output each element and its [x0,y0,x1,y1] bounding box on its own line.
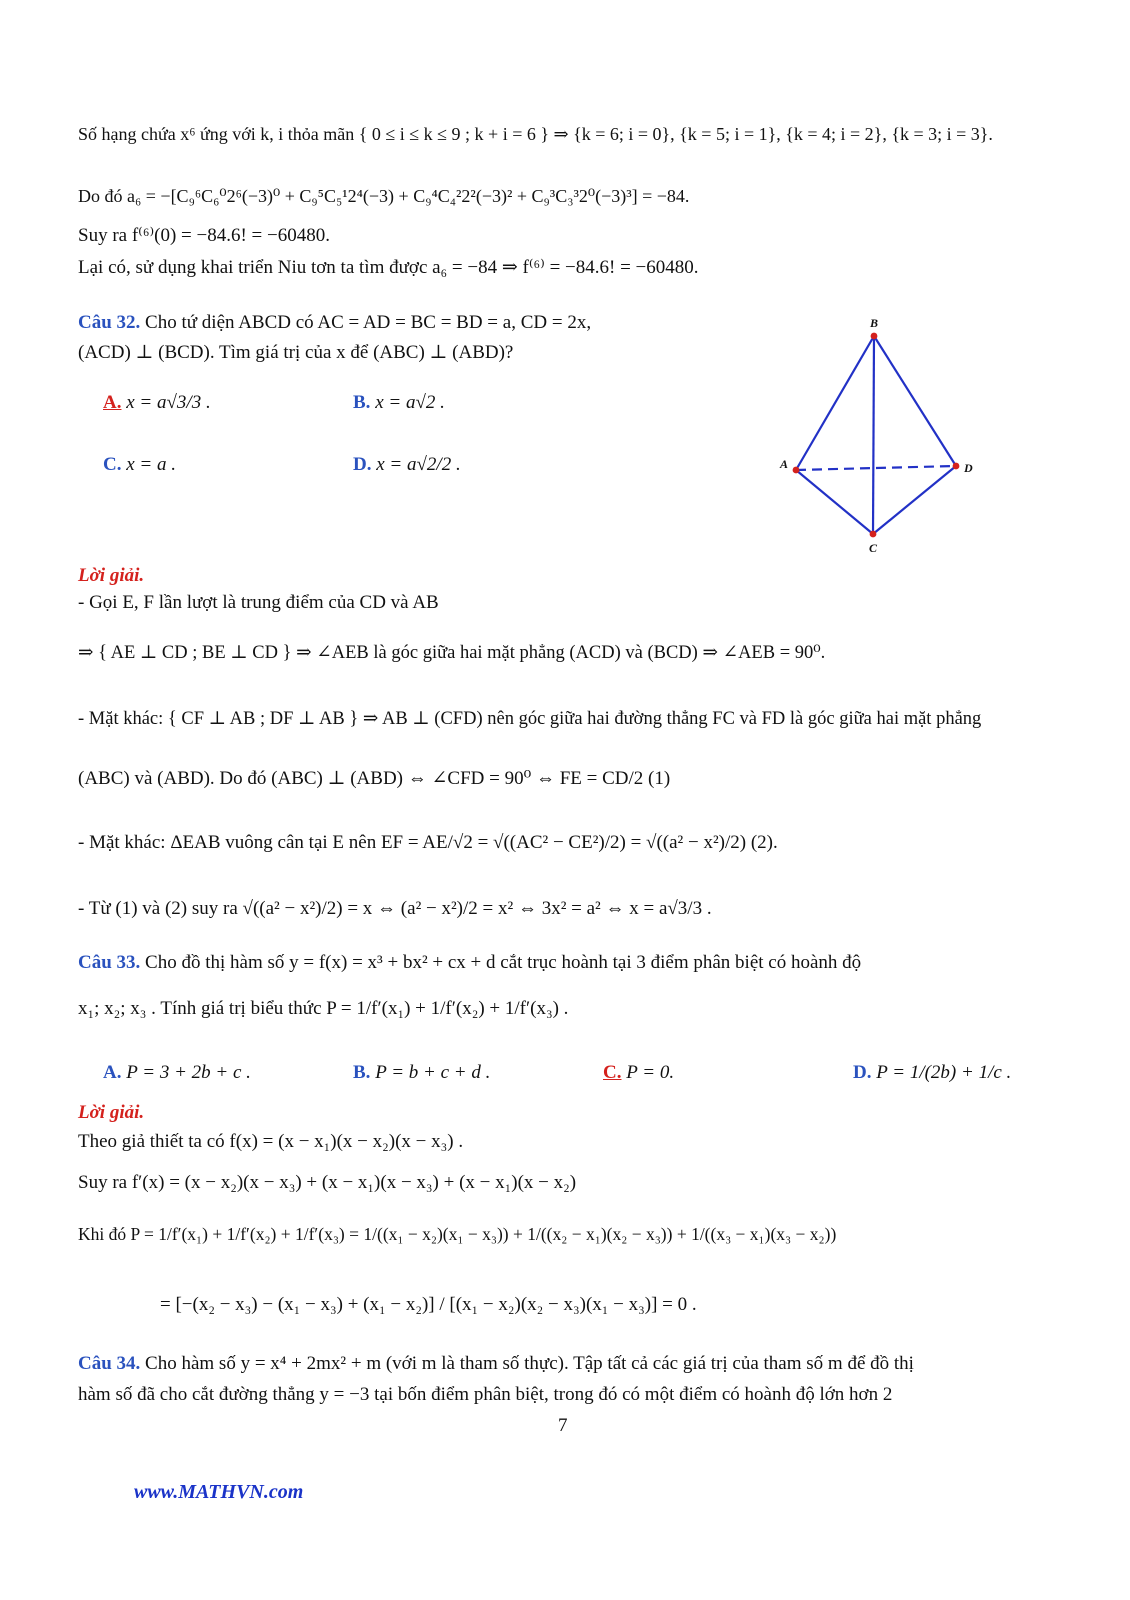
tetrahedron-figure [770,310,990,560]
option-d-text: P = 1/(2b) + 1/c . [876,1062,1012,1083]
footer-website[interactable]: www.MATHVN.com [134,1481,304,1503]
solution-32-line1: - Gọi E, F lần lượt là trung điểm của CD và AB [78,592,439,613]
solution-33-line2: Suy ra f′(x) = (x − x₂)(x − x₃) + (x − x₁)(x − x₃) + (x − x₁)(x − x₂) [78,1172,577,1193]
question-33-stem-line1 [78,952,861,975]
option-b-text: P = b + c + d . [375,1062,491,1083]
solution-33-title: Lời giải. [78,1102,145,1123]
solution-32-line6: - Từ (1) và (2) suy ra √((a² − x²)/2) = x ⇔ (a² − x²)/2 = x² ⇔ 3x² = a² ⇔ x = a√3/3 . [78,898,712,919]
option-c-label: C. [103,454,122,475]
solution-32-line4: (ABC) và (ABD). Do đó (ABC) ⊥ (ABD) ⇔ ∠CFD = 90⁰ ⇔ FE = CD/2 (1) [78,768,671,789]
question-34-stem-line1 [78,1353,914,1376]
question-32-option-a[interactable] [103,392,211,415]
solution-33-line1: Theo giả thiết ta có f(x) = (x − x₁)(x − x₂)(x − x₃) . [78,1131,464,1152]
option-d-label: D. [353,454,372,475]
question-33-option-c[interactable] [603,1062,674,1085]
option-b-text: x = a√2 . [375,392,445,413]
question-33-option-b[interactable] [353,1062,490,1085]
vertex-b [871,333,878,340]
edge-bc [873,336,874,534]
edge-bd [874,336,956,466]
label-c: C [869,541,878,555]
vertex-a [793,467,800,474]
question-33-text: Cho đồ thị hàm số y = f(x) = x³ + bx² + cx + d cắt trục hoành tại 3 điểm phân biệt có hoành độ [145,952,862,973]
solution-32-title: Lời giải. [78,565,145,586]
question-32-stem-line2: (ACD) ⊥ (BCD). Tìm giá trị của x để (ABC) ⊥ (ABD)? [78,342,514,363]
edge-cd [873,466,956,534]
label-b: B [870,316,879,330]
question-32-stem-line1 [78,312,591,335]
label-a: A [780,457,789,471]
option-b-label: B. [353,1062,371,1083]
solution-32-line5: - Mặt khác: ΔEAB vuông cân tại E nên EF = AE/√2 = √((AC² − CE²)/2) = √((a² − x²)/2) (2). [78,832,778,853]
option-c-text: P = 0. [626,1062,675,1083]
page-number: 7 [558,1415,568,1436]
question-34-label: Câu 34. [78,1353,141,1374]
question-32-option-d[interactable] [353,454,461,477]
solution-33-line4: = [−(x₂ − x₃) − (x₁ − x₃) + (x₁ − x₂)] / [(x₁ − x₂)(x₂ − x₃)(x₁ − x₃)] = 0 . [160,1294,697,1315]
line-newton-expansion: Lại có, sử dụng khai triển Niu tơn ta tìm được a₆ = −84 ⇒ f⁽⁶⁾ = −84.6! = −60480. [78,257,699,278]
question-34-stem-line2: hàm số đã cho cắt đường thẳng y = −3 tại bốn điểm phân biệt, trong đó có một điểm có hoành độ lớn hơn 2 [78,1384,893,1405]
option-a-label: A. [103,1062,122,1083]
vertex-d [953,463,960,470]
solution-33-line3: Khi đó P = 1/f′(x₁) + 1/f′(x₂) + 1/f′(x₃) = 1/((x₁ − x₂)(x₁ − x₃)) + 1/((x₂ − x₁)(x₂ − x₃)) + 1/((x₃ − x₁)(x₃ − x₂)) [78,1224,837,1244]
solution-32-line3: - Mặt khác: { CF ⊥ AB ; DF ⊥ AB } ⇒ AB ⊥ (CFD) nên góc giữa hai đường thẳng FC và FD là góc giữa hai mặt phẳng [78,709,982,729]
solution-32-line2: ⇒ { AE ⊥ CD ; BE ⊥ CD } ⇒ ∠AEB là góc giữa hai mặt phẳng (ACD) và (BCD) ⇒ ∠AEB = 90⁰. [78,643,826,663]
question-32-option-b[interactable] [353,392,445,415]
question-33-stem-line2: x₁; x₂; x₃ . Tính giá trị biểu thức P = 1/f′(x₁) + 1/f′(x₂) + 1/f′(x₃) . [78,998,569,1019]
label-d: D [964,461,973,475]
question-33-option-d[interactable] [853,1062,1011,1085]
edge-ad-hidden [796,466,956,470]
option-d-label: D. [853,1062,872,1083]
question-32-text: Cho tứ diện ABCD có AC = AD = BC = BD = a, CD = 2x, [145,312,592,333]
option-b-label: B. [353,392,371,413]
edge-ab [796,336,874,470]
line-a6-value: Do đó a₆ = −[C₉⁶C₆⁰2⁶(−3)⁰ + C₉⁵C₅¹2⁴(−3) + C₉⁴C₄²2²(−3)² + C₉³C₃³2⁰(−3)³] = −84. [78,186,690,206]
question-34-text: Cho hàm số y = x⁴ + 2mx² + m (với m là tham số thực). Tập tất cả các giá trị của tham số m để đồ thị [145,1353,914,1374]
question-33-option-a[interactable] [103,1062,251,1085]
vertex-c [870,531,877,538]
question-32-label: Câu 32. [78,312,141,333]
option-d-text: x = a√2/2 . [376,454,461,475]
question-33-label: Câu 33. [78,952,141,973]
option-c-text: x = a . [126,454,176,475]
edge-ac [796,470,873,534]
option-c-label: C. [603,1062,622,1083]
line-term-condition: Số hạng chứa x⁶ ứng với k, i thỏa mãn { 0 ≤ i ≤ k ≤ 9 ; k + i = 6 } ⇒ {k = 6; i = 0}, {k = 5; i = 1}, {k = 4; i = 2}, {k = 3; i = 3}. [78,124,993,144]
question-32-option-c[interactable] [103,454,176,477]
option-a-label: A. [103,392,122,413]
option-a-text: P = 3 + 2b + c . [126,1062,251,1083]
option-a-text: x = a√3/3 . [126,392,211,413]
line-f6-value: Suy ra f⁽⁶⁾(0) = −84.6! = −60480. [78,225,330,246]
